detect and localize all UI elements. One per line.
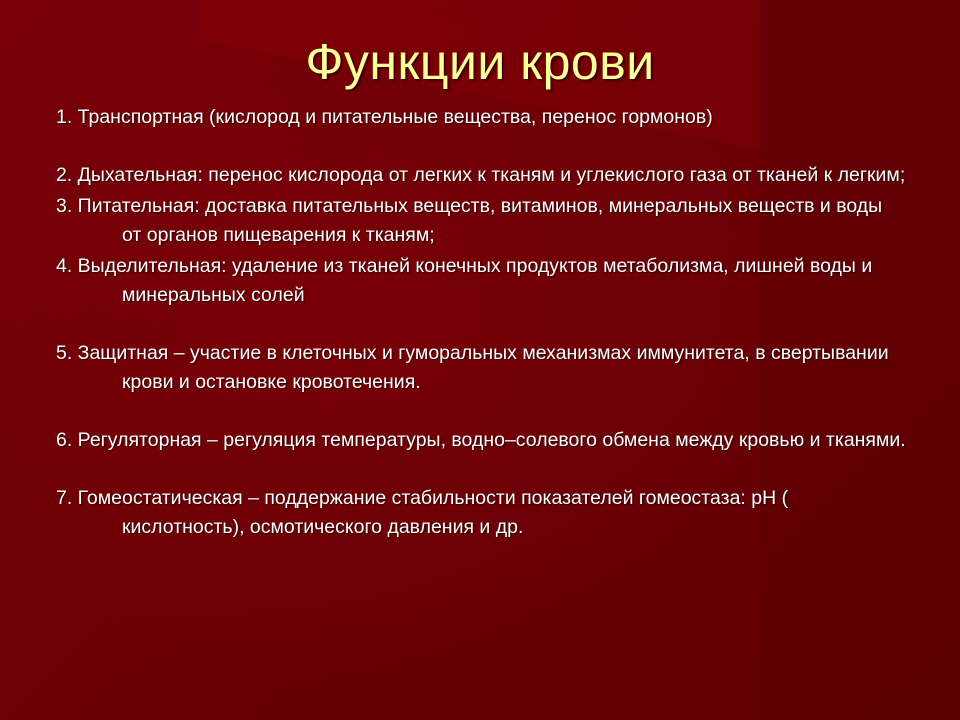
list-item-protective: 5. Защитная – участие в клеточных и гуморальных механизмах иммунитета, в свертывании крови и остановке кровотечения. (56, 342, 889, 393)
list-item-regulatory: 6. Регуляторная – регуляция температуры, водно–солевого обмена между кровью и тканями. (56, 429, 906, 451)
list-item-respiratory: 2. Дыхательная: перенос кислорода от легких к тканям и углекислого газа от тканей к легким; (56, 164, 906, 186)
list-item-homeostatic: 7. Гомеостатическая – поддержание стабильности показателей гомеостаза: рН ( кислотность), осмотического давления и др. (56, 487, 789, 538)
list-item-excretory: 4. Выделительная: удаление из тканей конечных продуктов метаболизма, лишней воды и минеральных солей (56, 255, 873, 306)
slide-title: Функции крови (305, 34, 655, 90)
list-item-transport: 1. Транспортная (кислород и питательные вещества, перенос гормонов) (56, 106, 713, 128)
functions-list (56, 103, 906, 542)
list-item-nutritive: 3. Питательная: доставка питательных веществ, витаминов, минеральных веществ и воды от органов пищеварения к тканям; (56, 195, 883, 246)
